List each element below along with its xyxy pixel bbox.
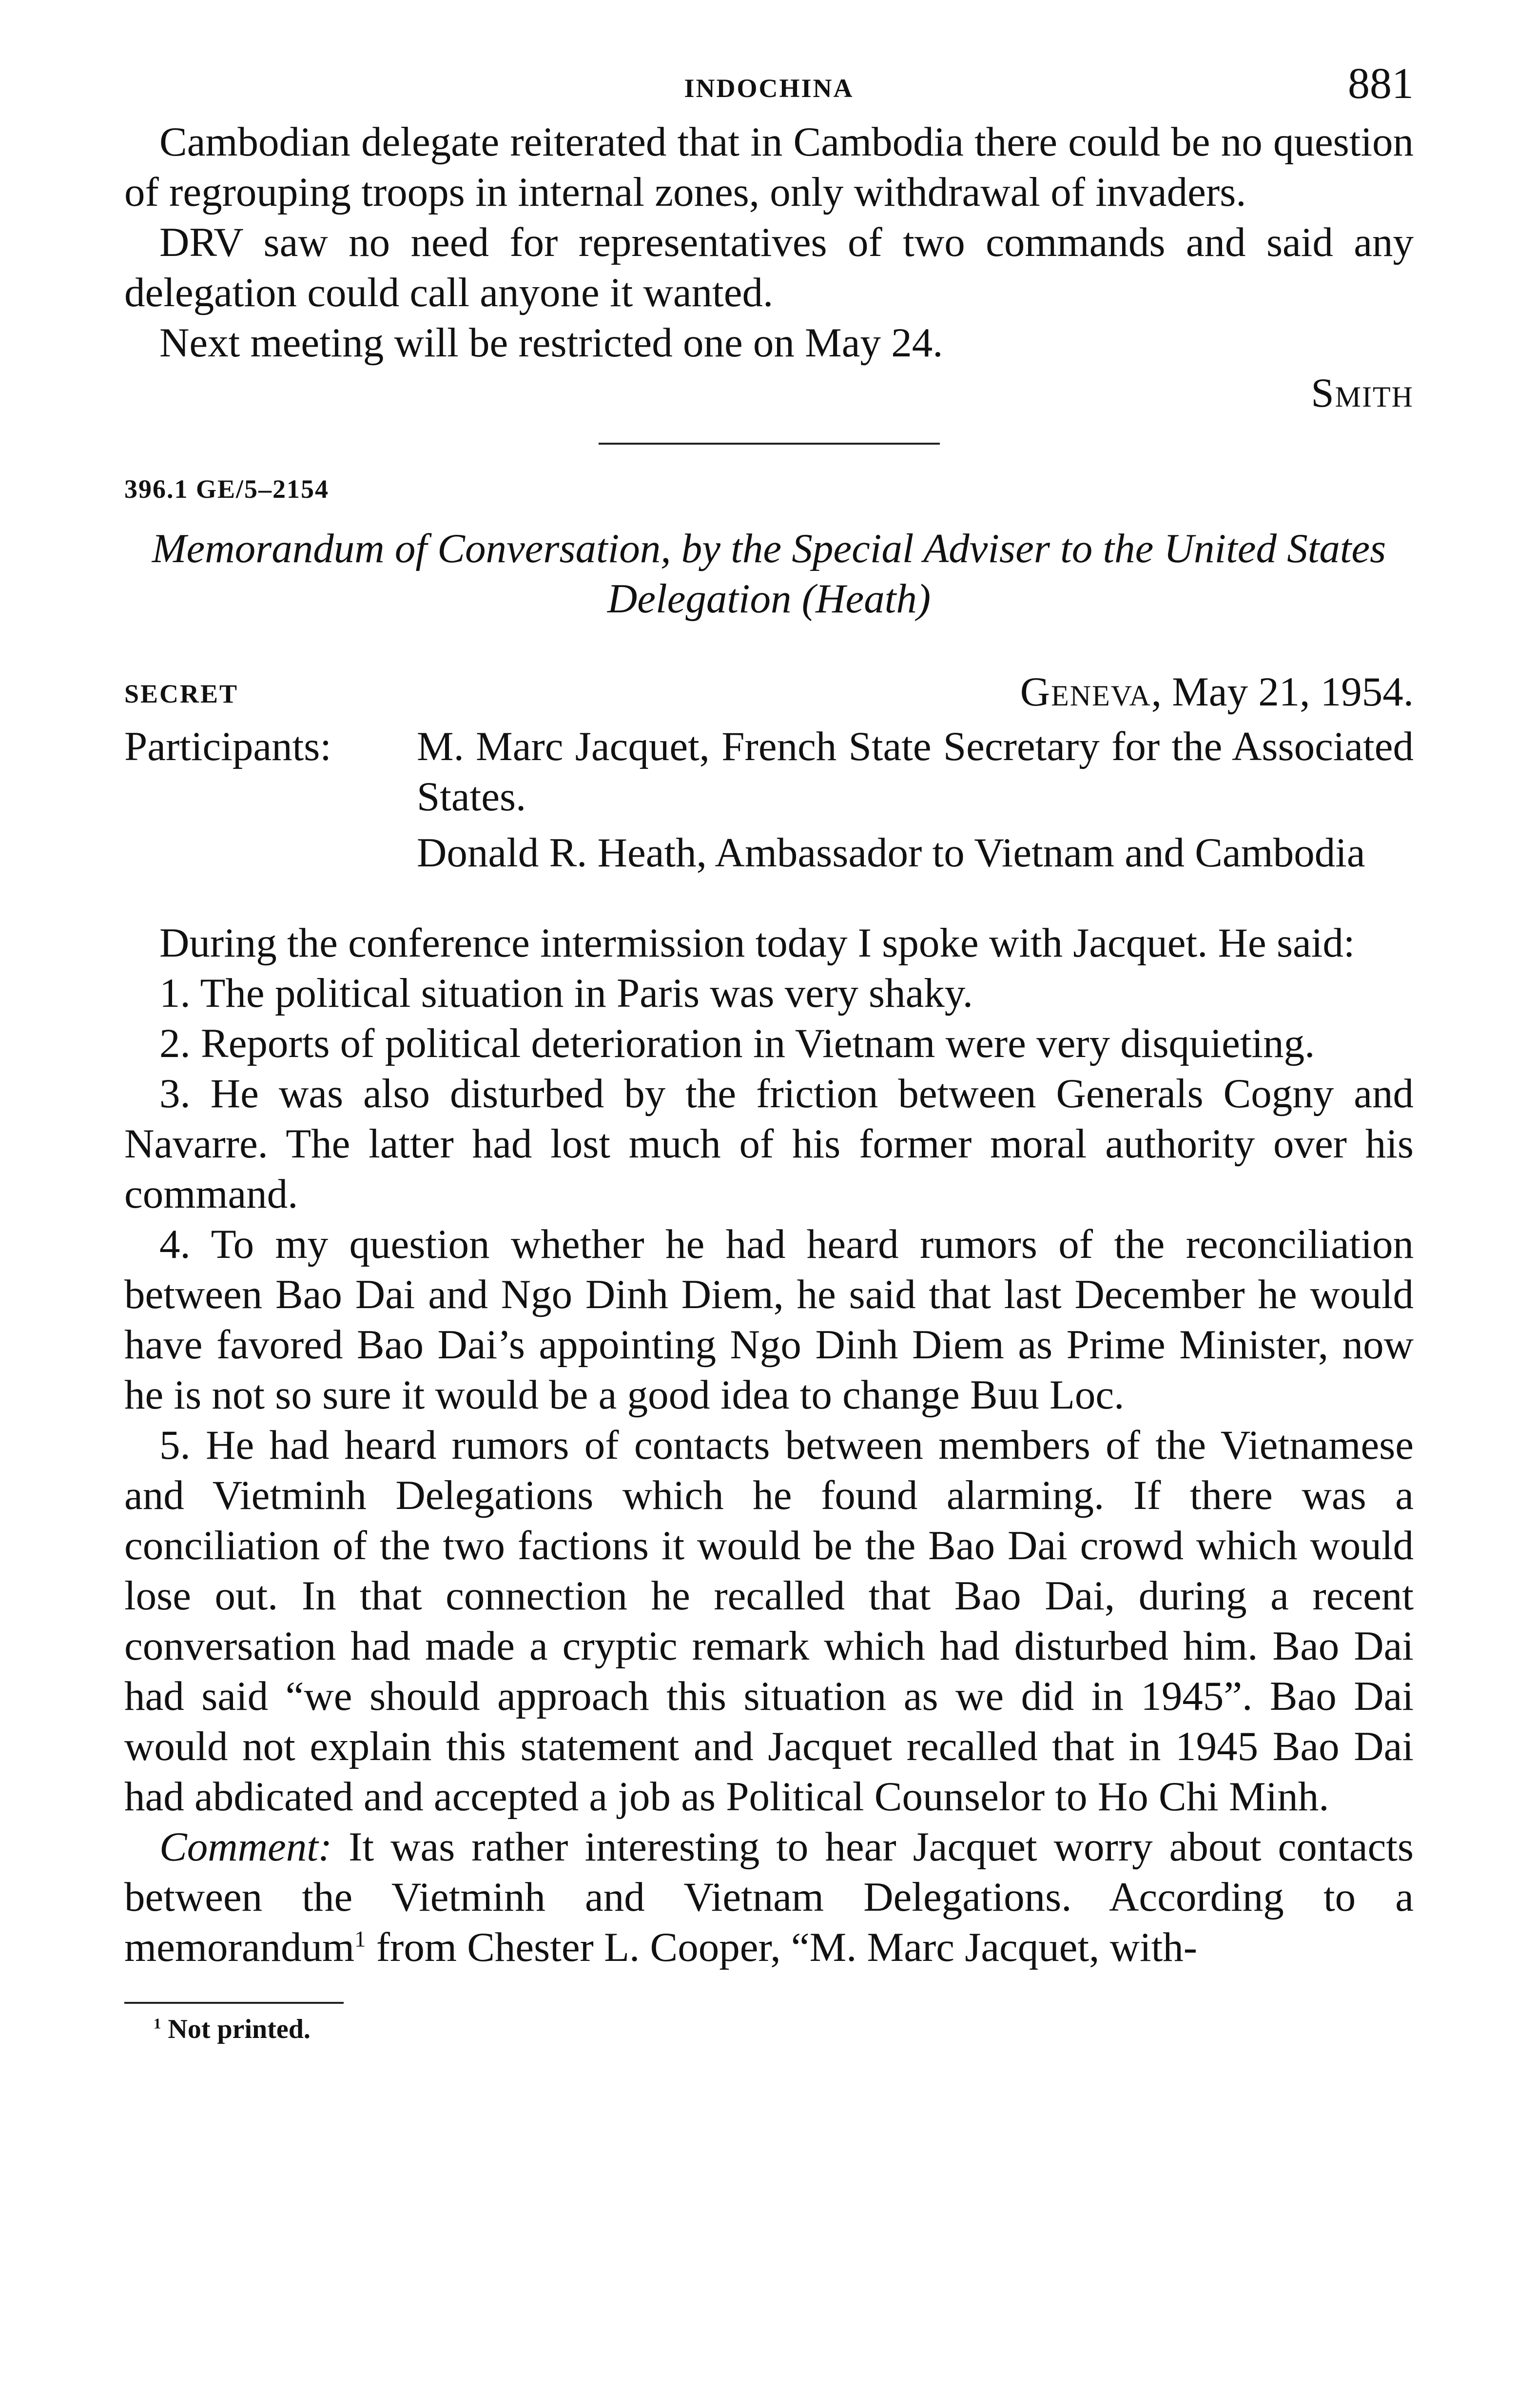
footnote-divider: [124, 2002, 344, 2004]
comment-text-continued: from Chester L. Cooper, “M. Marc Jacquet, with-: [366, 1924, 1198, 1970]
participant-item: Donald R. Heath, Ambassador to Vietnam and Cambodia: [417, 830, 1365, 876]
footnote-text: Not printed.: [168, 2014, 311, 2044]
footnote-mark: 1: [154, 2015, 161, 2032]
running-head: [124, 59, 1414, 117]
classification-label: SECRET: [124, 679, 239, 708]
numbered-point: 2. Reports of political deterioration in Vietnam were very disquieting.: [159, 1020, 1315, 1066]
document-page: [124, 59, 1414, 2045]
numbered-point: 3. He was also disturbed by the friction between Generals Cogny and Navarre. The latter had lost much of his former moral authority over his command.: [124, 1071, 1414, 1217]
comment-text: It was rather interesting to hear Jacquet worry about contacts between the Vietminh and Vietnam Delegations. According to a memorandum: [124, 1824, 1414, 1970]
paragraph: Next meeting will be restricted one on May 24.: [159, 320, 943, 366]
document-id: 396.1 GE/5–2154: [124, 474, 330, 504]
paragraph: DRV saw no need for representatives of two commands and said any delegation could call anyone it wanted.: [124, 219, 1414, 315]
numbered-point: 4. To my question whether he had heard rumors of the reconciliation between Bao Dai and Ngo Dinh Diem, he said that last December he would have favored Bao Dai’s appointing Ngo Dinh Diem as Prime Minister, now he is not so sure it would be a good idea to change Buu Loc.: [124, 1221, 1414, 1418]
classification-row: [124, 668, 1414, 722]
participants-list: [417, 722, 1414, 884]
dateline-date: , May 21, 1954.: [1151, 669, 1414, 715]
participants-label: Participants:: [124, 724, 331, 769]
footnote: [124, 2014, 1414, 2045]
numbered-point: 1. The political situation in Paris was very shaky.: [159, 970, 973, 1016]
signature: Smith: [1311, 370, 1414, 416]
page-number: 881: [1348, 59, 1414, 108]
section-divider: [599, 443, 940, 445]
paragraph: Cambodian delegate reiterated that in Cambodia there could be no question of regrouping troops in internal zones, only withdrawal of invaders.: [124, 119, 1414, 215]
comment-label: Comment:: [159, 1824, 332, 1870]
participant-item: M. Marc Jacquet, French State Secretary for the Associated States.: [417, 724, 1414, 820]
paragraph-intro: During the conference intermission today I spoke with Jacquet. He said:: [159, 920, 1355, 966]
running-title: INDOCHINA: [684, 74, 854, 103]
numbered-point: 5. He had heard rumors of contacts between members of the Vietnamese and Vietminh Delegations which he found alarming. If there was a conciliation of the two factions it would be the Bao Dai crowd which would lose out. In that connection he recalled that Bao Dai, during a recent conversation had made a cryptic remark which had disturbed him. Bao Dai had said “we should approach this situation as we did in 1945”. Bao Dai would not explain this statement and Jacquet recalled that in 1945 Bao Dai had abdicated and accepted a job as Political Counselor to Ho Chi Minh.: [124, 1422, 1414, 1820]
dateline: [1020, 668, 1414, 716]
memo-title: Memorandum of Conversation, by the Special Adviser to the United States Delegation (Heath): [152, 526, 1386, 622]
footnote-reference: 1: [354, 1926, 366, 1952]
dateline-place: Geneva: [1020, 669, 1151, 715]
comment-paragraph: [124, 1822, 1414, 1973]
participants-block: [124, 722, 1414, 884]
